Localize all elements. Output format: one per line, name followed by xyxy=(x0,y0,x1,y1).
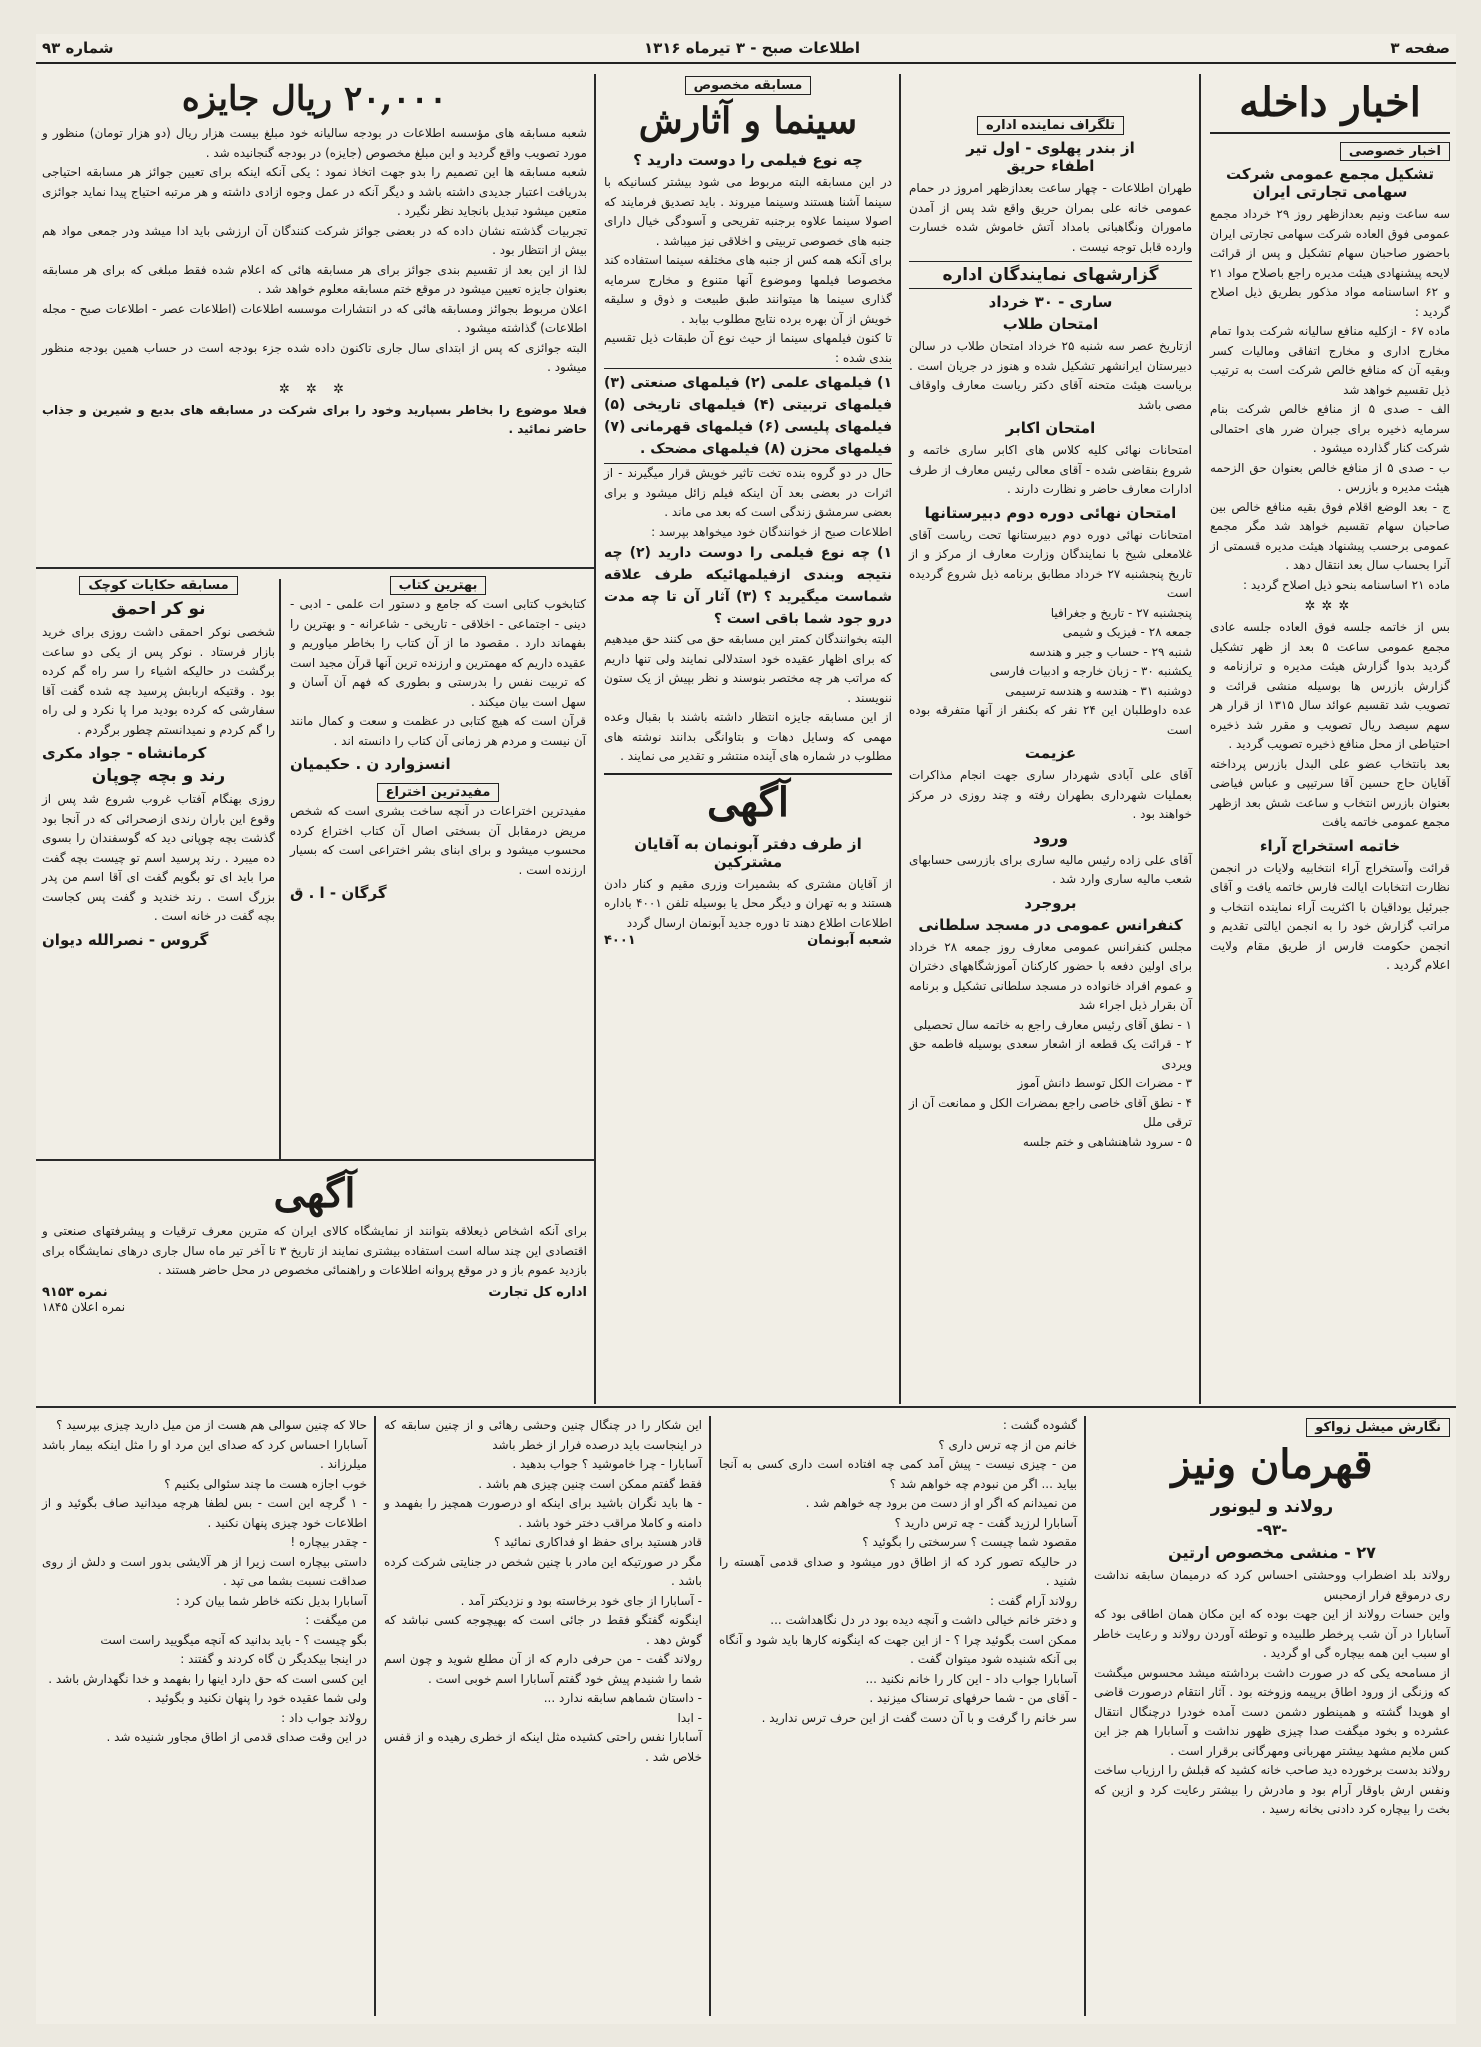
domestic-news-column xyxy=(1204,74,1456,1399)
prize-column xyxy=(36,74,593,564)
short-stories-label: مسابقه حکایات کوچک xyxy=(79,576,237,595)
prize-title: ۲۰,۰۰۰ ریال جایزه xyxy=(181,79,448,119)
article-arrival: آقای علی زاده رئیس مالیه ساری برای بازرسی حسابهای شعب مالیه ساری وارد شد . xyxy=(909,852,1192,886)
short-stories-column xyxy=(36,574,281,1154)
column-rule xyxy=(1199,74,1201,1404)
article-exam-adults: امتحانات نهائی کلیه کلاس های اکابر ساری خاتمه و شروع بنقاضی شده - آقای معالی رئیس معارف از طرف ادارات معارف حاضر و نظارت دارند . xyxy=(909,443,1192,496)
best-book-label: بهترین کتاب xyxy=(390,576,487,595)
dateline-borujerd: بروجرد xyxy=(1024,893,1077,912)
serial-column xyxy=(1088,1416,1456,2016)
article-company-assembly: سه ساعت ونیم بعدازظهر روز ۲۹ خرداد مجمع عمومی فوق العاده شرکت سهامی تجارتی ایران باحضور صاحبان سهام تشکیل و پس از قرائت لایحه پیشنهادی هیئت مدیره راجع باصلاح مواد ۲۱ و ۶۲ اساسنامه مواد مذکور بطریق ذیل اصلاح گردید : ماده ۶۷ - ازکلیه منافع سالیانه شرکت بدوا تمام مخارج اداری و مخارج اتفاقی ومالیات کسر وبقیه آن که منافع خالص شرکت است به ترتیب ذیل تقسیم خواهد شد الف - صدی ۵ از منافع خالص شرکت بنام سرمایه ذخیره برای جبران ضرر های احتمالی شرکت کنار گذارده میشود . ب - صدی ۵ از منافع خالص بعنوان حق الزحمه هیئت مدیره و بازرس . ج - بعد الوضع اقلام فوق بقیه منافع خالص بین صاحبان سهام تقسیم خواهد شد مگر مجمع عمومی برحسب پیشنهاد هیئت مدیره قسمتی از آنرا بحساب سال بعد انتقال دهد . ماده ۲۱ اساسنامه بنحو ذیل اصلاح گردید : xyxy=(1210,207,1451,592)
page-header xyxy=(36,34,1456,64)
subscription-notice-subtitle: از طرف دفتر آبونمان به آقایان مشترکین xyxy=(634,834,862,871)
serial-number: -۹۳- xyxy=(1256,1521,1288,1539)
headline-exam-highschool: امتحان نهائی دوره دوم دبیرستانها xyxy=(924,503,1177,522)
headline-reports: گزارشهای نمایندگان اداره xyxy=(909,261,1192,289)
serial-text-2: این شکار را در چنگال چنین وحشی رهائی و از چنین سابقه که در اینجاست باید درصده فرار از خطر باشد آسابارا - چرا خاموشید ؟ جواب بدهید . فقط گفتم ممکن است چنین چیزی هم باشد . - ها باید نگران باشید برای اینکه او درصورت همچیز را بفهمد و دامنه و کاملا مراقب دختر خود باشد . قادر هستید برای حفظ او فداکاری نمائید ؟ مگر در صورتیکه این مادر با چنین شخص در جنایتی شرکت کرده باشد . - آسابارا از جای خود برخاسته بود و نزدیکتر آمد . اینگونه گفتگو فقط در جائی است که بهیچوجه کسی نباشد که گوش دهد . رولاند گفت - من حرفی دارم که از آن مطلع شوید و چون اسم شما را شنیدم پیش خود گفتم آسابارا اسم خوبی است . - داستان شماهم سابقه ندارد ... - ابدا آسابارا نفس راحتی کشیده مثل اینکه از خطری رهیده و از قفس خلاص شد . xyxy=(384,1418,702,1764)
row-rule xyxy=(36,1406,1456,1408)
exhibition-notice-title: آگهی xyxy=(273,1170,356,1217)
cinema-article-middle: حال در دو گروه بنده تخت تاثیر خویش قرار میگیرند - از اثرات در بعضی بعد آن اینکه فیلم زائل میشود و برای بعضی سرمشق زندگی است که بعد می ماند . اطلاعات صبح از خوانندگان خود میخواهد بپرسد : xyxy=(604,466,892,539)
cinema-title: سینما و آثارش xyxy=(638,100,858,142)
best-book-sign: انسزوارد ن . حکیمیان xyxy=(290,755,451,773)
subscription-notice-title: آگهی xyxy=(707,778,789,826)
prize-separator: ✲ ✲ ✲ xyxy=(279,381,350,397)
headline-conference: کنفرانس عمومی در مسجد سلطانی xyxy=(918,915,1183,934)
dateline-sari: ساری - ۳۰ خرداد xyxy=(988,293,1113,311)
private-news-label: اخبار خصوصی xyxy=(1340,142,1450,161)
exhibition-notice-sign: اداره کل تجارت xyxy=(488,1284,587,1300)
cinema-article-end: البته بخوانندگان کمتر این مسابقه حق می کنند حق میدهیم که برای اظهار عقیده خود استدلالی نمایند ولی تنها داریم که مراتب هر چه مختصر بنوسند و نظر بپیش از یک ستون ننویسند . از این مسابقه جایزه انتظار داشته باشند با بقبال وعده مهمی که وسایل دهات و بتاوانگی بدانند نوشته های مطلوب در شماره های آینده منتشر و تقدیر می نمایند . xyxy=(604,632,892,763)
telegraph-label: تلگراف نماینده اداره xyxy=(977,116,1124,135)
headline-departure: عزیمت xyxy=(1024,744,1077,762)
prize-footer: فعلا موضوع را بخاطر بسپارید وخود را برای شرکت در مسابقه های بدیع و شیرین و جذاب حاضر نمائید . xyxy=(42,402,587,436)
story-stupid-servant-title: نو کر احمق xyxy=(111,599,206,619)
column-rule xyxy=(374,1416,376,2016)
telegraph-column xyxy=(903,74,1198,1399)
separator-stars: ✲✲✲ xyxy=(1304,599,1356,614)
domestic-news-title: اخبار داخله xyxy=(1210,74,1450,134)
story-stupid-servant-body: شخصی نوکر احمقی داشت روزی برای خرید بازار فرستاد . نوکر پس از یکی دو ساعت برگشت در حالیکه اشیاء را سر راه گم کرده بود . وقتیکه اربابش پرسید چه شده گفت آقا سفارشی که کرده بودید مرا پا نکرد و لی راه را گم کردم و نمیدانستم چطور برگردم . xyxy=(42,625,275,737)
headline-vote-count: خاتمه استخراج آراء xyxy=(1259,836,1401,855)
article-vote-count: قرائت وآستخراج آراء انتخابیه ولایات در انجمن نظارت انتخابات ایالت فارس خاتمه یافت و آقای جبرئیل یوداقیان با اکثریت آراء نماینده انتخاب و مراتب گزارش خود را به انجمن ایالتی تقدیم و انجمن حکومت فارس از طریق مقام ولایت اعلام گردید . xyxy=(1210,860,1450,972)
column-rule xyxy=(709,1416,711,2016)
story-shepherd-body: روزی بهنگام آفتاب غروب شروع شد پس از وقوع این باران رندی ازصحرائی که در آنجا بود گذشت بچه چوپانی دید که گوسفندان را بسوی ده میبرد . رند پرسید اسم تو چیست بچه گفت مرا باید ای تو بگویم گفت ای آقا اسم من پدر بزرگ است . رند خندید و گفت پس کجاست بچه گفت در خانه است . xyxy=(42,792,275,923)
column-rule xyxy=(1084,1416,1086,2016)
subscription-notice-body: از آقایان مشتری که بشمیرات وزری مقیم و کنار دادن هستند و به تهران و دیگر محل یا بوسیله تلفن ۴۰۰۱ باداره اطلاعات اطلاع دهند تا دوره جدید آبونمان ارسال گردد xyxy=(604,876,892,930)
serial-subtitle: رولاند و لیونور xyxy=(1210,1497,1334,1517)
page-number: صفحه ۳ xyxy=(1390,39,1450,57)
best-invention-sign: گرگان - ا . ق xyxy=(290,884,387,902)
story-shepherd-title: رند و بچه چوپان xyxy=(91,766,226,786)
serial-chapter: ۲۷ - منشی مخصوص ارتین xyxy=(1168,1543,1376,1562)
article-exam-highschool: امتحانات نهائی دوره دوم دبیرستانها تحت ریاست آقای غلامعلی شیخ با نمایندگان وزارت معارف از مرکز و از تاریخ پنجشنبه ۲۷ خرداد مطابق برنامه ذیل شروع گردیده است پنجشنبه ۲۷ - تاریخ و جغرافیا جمعه ۲۸ - فیزیک و شیمی شنبه ۲۹ - حساب و جبر و هندسه یکشنبه ۳۰ - زبان خارجه و ادبیات فارسی دوشنبه ۳۱ - هندسه و هندسه ترسیمی عده داوطلبان این ۲۴ نفر که بکنفر از آنها متفرقه بوده است xyxy=(909,527,1193,737)
serial-author-label: نگارش میشل زواکو xyxy=(1306,1418,1450,1437)
headline-fire: از بندر پهلوی - اول تیر اطفاء حریق xyxy=(966,139,1135,175)
cinema-question: چه نوع فیلمی را دوست دارید ؟ xyxy=(633,151,863,169)
row-rule xyxy=(36,1159,596,1161)
exhibition-notice xyxy=(36,1166,593,1401)
column-rule xyxy=(594,74,596,1404)
article-fire: طهران اطلاعات - چهار ساعت بعدازظهر امروز در حمام عمومی خانه علی بمران حریق واقع شد پس از آمدن ماموران ونگاهبانی بامداد آتش خاموش شده خسارت وارده قابل توجه نیست . xyxy=(909,181,1192,254)
serial-continued-1 xyxy=(713,1416,1083,2016)
column-rule xyxy=(899,74,901,1404)
article-departure: آقای علی آبادی شهردار ساری جهت انجام مذاکرات بعملیات شهرداری بطهران رفته و چند روزی در مرکز خواهند بود . xyxy=(909,768,1192,821)
best-book-column xyxy=(284,574,592,1154)
masthead-date: اطلاعات صبح - ۳ تیرماه ۱۳۱۶ xyxy=(643,39,860,57)
article-exam-students: ازتاریخ عصر سه شنبه ۲۵ خرداد امتحان طلاب در سالن دبیرستان ایرانشهر تشکیل شده و هنوز در جریان است . بریاست هیئت متحنه آقای دکتر ریاست معارف واوقاف مصی باشد xyxy=(909,339,1193,412)
story-stupid-servant-sign: کرمانشاه - جواد مکری xyxy=(42,744,207,762)
prize-article: شعبه مسابقه های مؤسسه اطلاعات در بودجه سالیانه خود مبلغ بیست هزار ریال (دو هزار تومان) منظور و مورد تصویب واقع گردید و این مبلغ مخصوص (جایزه) در بودجه گنجانیده شد . شعبه مسابقه ها این تصمیم را بدو جهت اتخاذ نمود : یکی آنکه اینکه برای تعیین جوائز هر مسابقه احتیاجی بدریافت اعتبار جدیدی داشته باشد و دیگر آنکه در عمل وجوه ازادی داشته و هر مرتبه احتیاج پیدا نماید جوائزی متعین میشود تبدیل بانجاید نظر نگیرد . تجربیات گذشته نشان داده که در بعضی جوائز شرکت کنندگان آن ارزشی باید ادا میشد ودر جمعی مواد هم بیش از انتظار بود . لذا از این بعد از تقسیم بندی جوائز برای هر مسابقه هائی که اعلام شده فقط مبلغی که برای هر مسابقه بعنوان جایزه تعیین میشود در موقع ختم مسابقه معلوم خواهد شد . اعلان مربوط بجوائز ومسابقه هائی که در انتشارات موسسه اطلاعات (اطلاعات عصر - اطلاعات صبح - مجله اطلاعات) گذاشته میشود . البته جوائزی که پس از ابتدای سال جاری تاکنون داده شده جزء بودجه است در حساب همین بودجه منظور میشود . xyxy=(42,126,587,374)
headline-exam-students: امتحان طلاب xyxy=(1002,315,1099,333)
special-contest-label: مسابقه مخصوص xyxy=(685,76,812,95)
serial-body: رولاند بلد اضطراب ووحشتی احساس کرد که درمیمان سابقه نداشت ری درموقع فرار ازمحبس واین حسات رولاند از این جهت بوده که این مکان همان اطاقی بود که آسابارا در آن شب پرخطر طلبیده و توطئه آوردن رولاند و رعایت خاطر او سبب این همه بیچاره گی او گردید . از مسامحه یکی که در صورت داشت برداشته میشد محسوس میگشت که وزنگی از ورود اطاق برپیمه وزوخته بود . آثار انتقام درصورت قاضی او هویدا گشته و همینطور دشمن دست آمده خودرا درچنگال انتقال عشرده و بخود میگفت صدا چیزی ظهور نداشت و آسابارا هم جز این کس ملایم مشهد بیشتر مهربانی ومهرگانی برقرار است . رولاند بدست برخورده دید صاحب خانه کشید که قبلش را ارزیاب ساخت ونفس ارش باوقار آرام بود و مادرش را بیشتر رعایت کرد و ازین که بخت را بیچاره کرد دادنی بخانه رسید . xyxy=(1094,1568,1450,1816)
story-shepherd-sign: گروس - نصرالله دیوان xyxy=(42,930,209,949)
contest-questions: ۱) چه نوع فیلمی را دوست دارید (۲) چه نتیجه وبندی ازفیلمهائیکه طرف علاقه شماست میگیرید ؟ (۳) آثار آن تا چه مدت درو جود شما باقی است ؟ xyxy=(604,545,892,627)
best-book-body: کتابخوب کتابی است که جامع و دستور ات علمی - ادبی - دینی - اجتماعی - اخلاقی - تاریخی - شاعرانه - و بهترین را بفهماند دارد . مقصود ما از آن کتاب را بخاطر میاوریم و عقیده داریم که مهمترین و ارزنده ترین آنها قرآن مجید است که تربیت نفس را بدرستی و بطوری که فهم آن آسان و سهل است بیان میکند . قرآن است که هیچ کتابی در عظمت و سعت و کمال مانند آن نیست و مردم هر زمانی آن کتاب را دانسته اند . xyxy=(290,597,586,748)
subscription-notice-phone: ۴۰۰۱ xyxy=(604,933,636,948)
headline-exam-adults: امتحان اکابر xyxy=(1005,419,1096,437)
headline-company-assembly: تشکیل مجمع عمومی شرکت سهامی تجارتی ایران xyxy=(1225,165,1435,201)
exhibition-notice-body: برای آنکه اشخاص ذیعلاقه بتوانند از نمایشگاه کالای ایران که مترین معرف ترقیات و پیشرفتهای صنعتی و اقتصادی این چند ساله است استفاده بیشتری نمایند از تاریخ ۳ تا آخر تیر ماه سال جاری درهای نمایشگاه برای بازدید عموم باز و در موقع پروانه اطلاعات و راهنمائی مخصوص در محل حاضر هستند . xyxy=(42,1224,587,1277)
serial-continued-3 xyxy=(36,1416,373,2016)
serial-text-1: گشوده گشت : خانم من از چه ترس داری ؟ من - چیزی نیست - پیش آمد کمی چه افتاده است داری کسی به آنجا بیاید ... اگر من نبودم چه خواهم شد ؟ من نمیدانم که اگر او از دست من برود چه خواهم شد . آسابارا لرزید گفت - چه ترس دارید ؟ مقصود شما چیست ؟ سرسختی را بگوئید ؟ در حالیکه تصور کرد که از اطاق دور میشود و صدای قدمی آهسته را شنید . رولاند آرام گفت : و دختر خانم خیالی داشت و آنچه دیده بود در دل نگاهداشت ... ممکن است بگوئید چرا ؟ - از این جهت که اینگونه کارها باید شود و آنگاه بی آنکه شنیده شود میتوان گفت . آسابارا جواب داد - این کار را خانم نکنید ... - آقای من - شما حرفهای ترسناک میزنید . سر خانم را گرفت و با آن دست گفت از این حرف ترس ندارید . xyxy=(719,1418,1077,1725)
film-categories-list: ۱) فیلمهای علمی (۲) فیلمهای صنعتی (۳) فیلمهای تربیتی (۴) فیلمهای تاریخی (۵) فیلمهای پلیسی (۶) فیلمهای قهرمانی (۷) فیلمهای محزن (۸) فیلمهای مضحک . xyxy=(604,368,892,464)
cinema-article-intro: در این مسابقه البته مربوط می شود بیشتر کسانیکه با سینما آشنا هستند وسینما میروند . باید تصدیق فرمایند که اصولا سینما علاوه برجنبه تفریحی و آسودگی خیال دارای جنبه های خصوصی تربیتی و اخلاقی نیز میباشد . برای آنکه همه کس از جنبه های مختلفه سینما استفاده کند مخصوصا فیلمها وموضوع آنها متنوع و مخارج سرمایه گذاری سینما ها میتوانند طبق طبیعت و ذوق و سلیقه خویش از آن بهره برده نتایج مطلوب بیابد . تا کنون فیلمهای سینما از حیث نوع آن طبقات ذیل تقسیم بندی شده : xyxy=(604,175,892,365)
exhibition-notice-number: نمره ۹۱۵۳ xyxy=(42,1284,108,1300)
cinema-column xyxy=(598,74,898,1399)
subscription-notice-sign: شعبه آبونمان xyxy=(807,933,892,948)
headline-arrival: ورود xyxy=(1033,828,1068,847)
article-conference: مجلس کنفرانس عمومی معارف روز جمعه ۲۸ خرداد برای اولین دفعه با حضور کارکنان آموزشگاههای دختران و عموم افراد خانواده در مسجد سلطانی تشکیل و برنامه آن بقرار ذیل اجراء شد ۱ - نطق آقای رئیس معارف راجع به خاتمه سال تحصیلی ۲ - قرائت یک قطعه از اشعار سعدی بوسیله فاطمه حق ویردی ۳ - مضرات الکل توسط دانش آموز ۴ - نطق آقای خاصی راجع بمضرات الکل و ممانعت آن از ترقی ملل ۵ - سرود شاهنشاهی و ختم جلسه xyxy=(909,939,1192,1149)
best-invention-body: مفیدترین اختراعات در آنچه ساخت بشری است که شخص مریض درمقابل آن بسختی اصال آن کتاب اختراع کرده محسوب میشود و برای ابنای بشر اختراعی است که بسیار ارزنده است . xyxy=(290,804,586,877)
serial-text-3: حالا که چنین سوالی هم هست از من میل دارید چیزی بپرسید ؟ آسابارا احساس کرد که صدای این مرد او را مثل اینکه بیمار باشد میلرزاند . خوب اجازه هست ما چند سئوالی بکنیم ؟ - ۱ گرچه این است - بس لطفا هرچه میدانید صاف بگوئید و از اطلاعات خود چیزی پنهان نکنید . - چقدر بیچاره ! داستی بیچاره است زیرا از هر آلایشی بدور است و دلش از روی صداقت نسبت بشما می تپد . آسابارا بدیل نکته خاطر شما بیان کرد : من میگفت : بگو چیست ؟ - باید بدانید که آنچه میگویید راست است در اینجا بیکدیگر ن گاه کردند و گفتند : این کسی است که حق دارد اینها را بفهمد و خدا نگهدارش باشد . ولی شما عقیده خود را پنهان نکنید و بگوئید . رولاند جواب داد : در این وقت صدای قدمی از اطاق مجاور شنیده شد . xyxy=(42,1418,367,1744)
exhibition-notice-reg: نمره اعلان ۱۸۴۵ xyxy=(42,1299,126,1314)
newspaper-page xyxy=(36,34,1456,2024)
issue-number: شماره ۹۳ xyxy=(42,39,114,57)
serial-title: قهرمان ونیز xyxy=(1171,1441,1373,1488)
best-invention-label: مفیدترین اختراع xyxy=(377,783,500,802)
article-ordinary-assembly: بس از خاتمه جلسه فوق العاده جلسه عادی مجمع عمومی ساعت ۵ بعد از ظهر تشکیل گردید بدوا گزارش هیئت مدیره و ترازنامه و گزارش بازرس ها بوسیله منشی قرائت و تصویب شد تقسیم عوائد سال ۱۳۱۵ از قرار هر سهم سیصد ریال تصویب و مقرر شد ذخیره احتیاطی از محل منافع ذخیره تصویب گردید . بعد بانتخاب عضو علی البدل بازرس پرداخته آقایان حاج حسین آقا سرتیپی و عباس فیاضی بعنوان بازرس انتخاب و ساعت شش بعد ازظهر مجمع عمومی خاتمه یافت xyxy=(1210,620,1451,829)
row-rule xyxy=(36,567,596,569)
serial-continued-2 xyxy=(378,1416,708,2016)
